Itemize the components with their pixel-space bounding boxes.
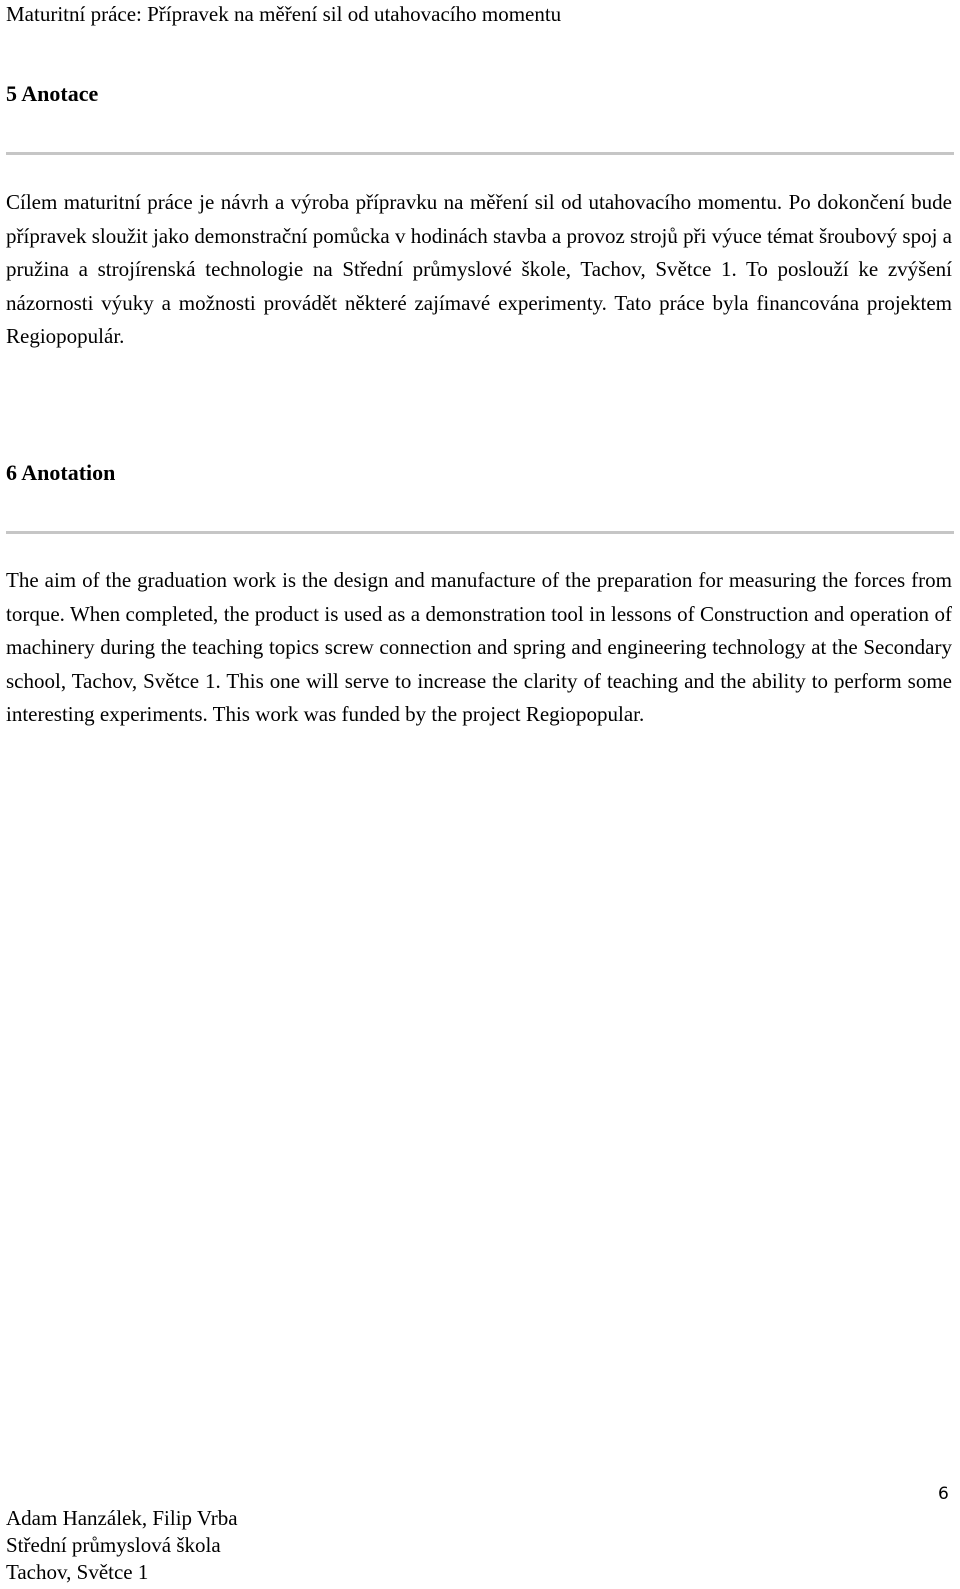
paragraph: The aim of the graduation work is the design and manufacture of the preparation for measuring the forces from torque. When completed, the product is used as a demonstration tool in lessons of Construction and operation of machinery during the teaching topics screw connection and spring and engineering technology at the Secondary school, Tachov, Světce 1. This one will serve to increase the clarity of teaching and the ability to perform some interesting experiments. This work was funded by the project Regiopopular. <box>6 568 952 726</box>
section-body-anotation <box>6 564 952 732</box>
page-number: 6 <box>938 1484 949 1504</box>
paragraph: Cílem maturitní práce je návrh a výroba přípravku na měření sil od utahovacího momentu. Po dokončení bude přípravek sloužit jako demonstrační pomůcka v hodinách stavba a provoz strojů při výuce témat šroubový spoj a pružina a strojírenská technologie na Střední průmyslové škole, Tachov, Světce 1. To poslouží ke zvýšení názornosti výuky a možnosti provádět některé zajímavé experimenty. Tato práce byla financována projektem Regiopopulár. <box>6 190 952 348</box>
running-header-title: Maturitní práce: Přípravek na měření sil od utahovacího momentu <box>6 2 562 26</box>
footer <box>6 1505 238 1586</box>
footer-school: Střední průmyslová škola <box>6 1533 221 1557</box>
section-heading-anotation: 6 Anotation <box>6 460 116 485</box>
section-heading-anotace: 5 Anotace <box>6 81 99 106</box>
section-divider <box>6 152 954 155</box>
section-body-anotace <box>6 186 952 354</box>
section-divider <box>6 531 954 534</box>
footer-address: Tachov, Světce 1 <box>6 1560 149 1584</box>
footer-authors: Adam Hanzálek, Filip Vrba <box>6 1506 238 1530</box>
